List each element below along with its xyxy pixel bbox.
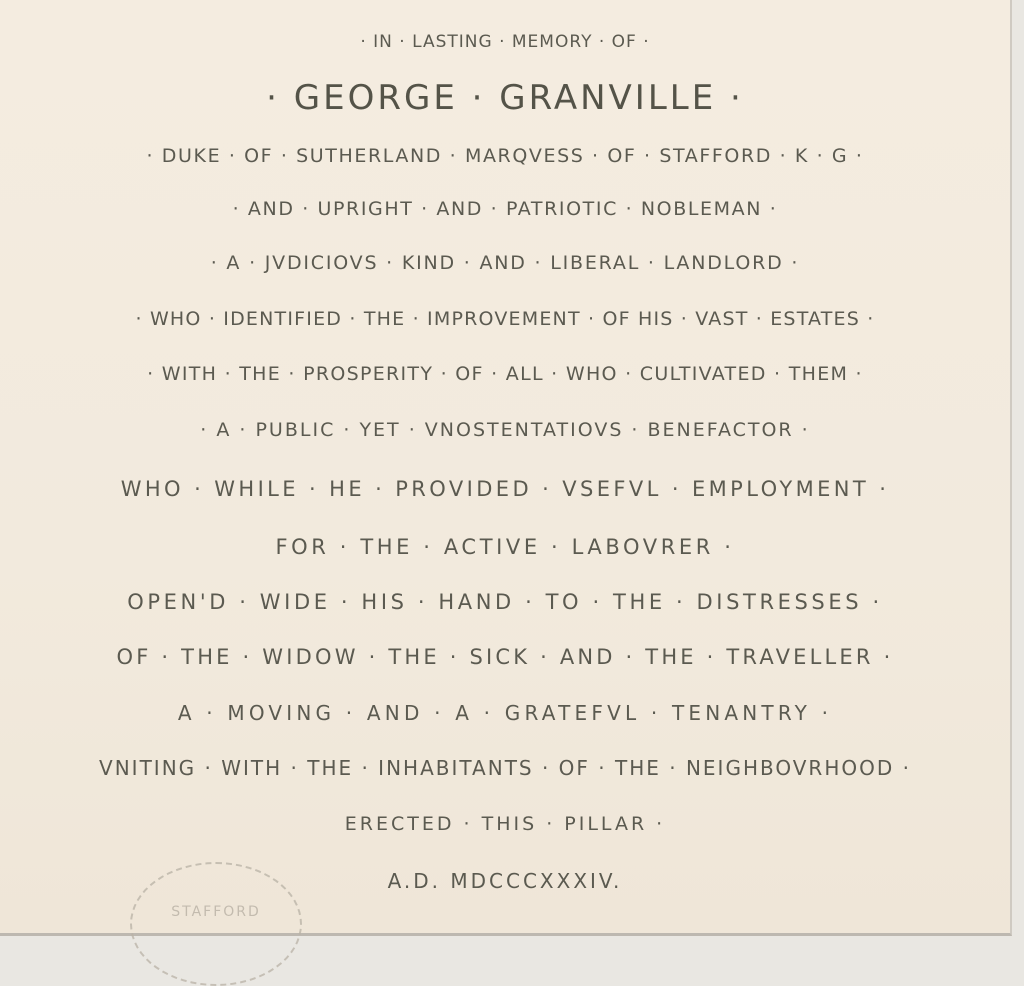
inscription-line-7: · WITH · THE · PROSPERITY · OF · ALL · WHO · CULTIVATED · THEM · [147,363,863,385]
inscription-line-6: · WHO · IDENTIFIED · THE · IMPROVEMENT · OF HIS · VAST · ESTATES · [135,308,875,330]
inscription-line-4: · AND · UPRIGHT · AND · PATRIOTIC · NOBLEMAN · [232,198,778,220]
inscription-date: A.D. MDCCCXXXIV. [387,869,623,893]
inscription-line-8: · A · PUBLIC · YET · VNOSTENTATIOVS · BENEFACTOR · [200,419,810,441]
inscription-line-3: · DUKE · OF · SUTHERLAND · MARQVESS · OF · STAFFORD · K · G · [146,145,864,167]
inscription-line-1: · IN · LASTING · MEMORY · OF · [360,32,650,52]
inscription-line-9: WHO · WHILE · HE · PROVIDED · VSEFVL · EMPLOYMENT · [120,477,890,501]
inscription-line-15: ERECTED · THIS · PILLAR · [344,813,666,835]
inscription-line-13: A · MOVING · AND · A · GRATEFVL · TENANTRY · [177,701,833,725]
ink-stamp [130,862,302,986]
inscription-line-5: · A · JVDICIOVS · KIND · AND · LIBERAL · LANDLORD · [210,252,800,274]
inscription-line-12: OF · THE · WIDOW · THE · SICK · AND · THE · TRAVELLER · [116,645,894,669]
stamp-text: STAFFORD [171,904,261,920]
inscription-line-11: OPEN'D · WIDE · HIS · HAND · TO · THE · DISTRESSES · [127,590,883,614]
inscription-line-14: VNITING · WITH · THE · INHABITANTS · OF · THE · NEIGHBOVRHOOD · [99,756,911,780]
inscription-line-10: FOR · THE · ACTIVE · LABOVRER · [275,535,735,559]
inscription-title: · GEORGE · GRANVILLE · [266,78,744,118]
